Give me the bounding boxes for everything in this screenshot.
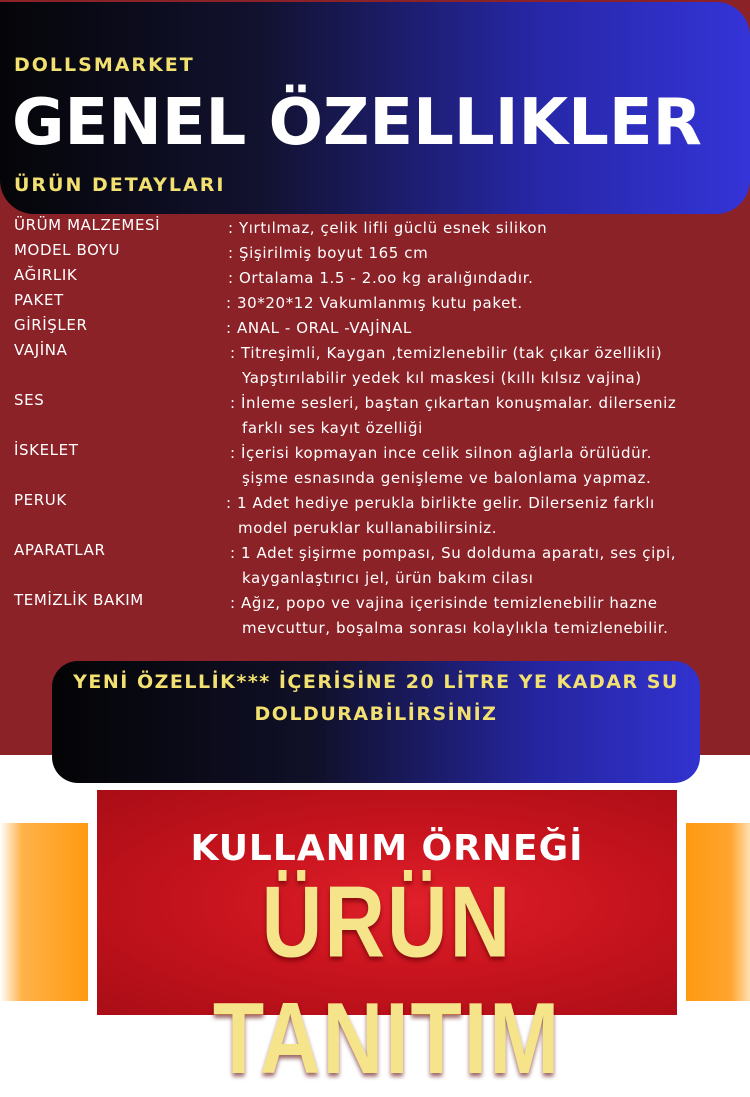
spec-value-line2: mevcuttur, boşalma sonrası kolaylıkla temizlenebilir. [242,619,669,637]
spec-value-line2: farklı ses kayıt özelliği [242,419,423,437]
spec-key: MODEL BOYU [14,241,121,259]
spec-value: : Şişirilmiş boyut 165 cm [228,244,429,262]
header-banner [0,2,750,214]
spec-value [230,391,676,441]
spec-key: ÜRÜM MALZEMESİ [14,216,161,234]
spec-value: : Yırtılmaz, çelik lifli güclü esnek silikon [228,219,548,237]
spec-value-line2: Yapştırılabilir yedek kıl maskesi (kıllı kılsız vajina) [242,369,642,387]
section-subtitle: ÜRÜN DETAYLARI [14,174,226,196]
spec-value-line1: : 1 Adet şişirme pompası, Su dolduma aparatı, ses çipi, [230,544,677,562]
spec-key: GİRİŞLER [14,316,88,334]
spec-key: SES [14,391,45,409]
spec-key: İSKELET [14,441,79,459]
spec-value-line1: : 1 Adet hediye perukla birlikte gelir. Dilerseniz farklı [226,494,655,512]
spec-key: AĞIRLIK [14,266,78,284]
spec-value: : ANAL - ORAL -VAJİNAL [226,319,412,337]
spec-key: TEMİZLİK BAKIM [14,591,144,609]
new-feature-callout [52,661,700,783]
spec-key: PERUK [14,491,67,509]
brand-name: DOLLSMARKET [14,54,195,76]
spec-key: VAJİNA [14,341,68,359]
page-title: GENEL ÖZELLIKLER [12,86,702,160]
spec-key: PAKET [14,291,64,309]
spec-value [230,591,669,641]
spec-value-line1: : İnleme sesleri, baştan çıkartan konuşmalar. dilerseniz [230,394,677,412]
feature-text-line1: YENİ ÖZELLİK*** İÇERİSİNE 20 LİTRE YE KADAR SU [73,671,679,693]
orange-accent-right [686,823,750,1001]
spec-value-line2: şişme esnasında genişleme ve balonlama yapmaz. [242,469,652,487]
spec-value [230,541,676,591]
banner-title: ÜRÜN TANITIM [212,865,562,1095]
product-intro-banner [97,790,677,1095]
spec-value [226,491,655,541]
spec-value [230,341,662,391]
spec-value: : 30*20*12 Vakumlanmış kutu paket. [226,294,523,312]
feature-text-line2: DOLDURABİLİRSİNİZ [254,703,498,725]
spec-value-line2: kayganlaştırıcı jel, ürün bakım cilası [242,569,534,587]
banner-subtitle: KULLANIM ÖRNEĞİ [190,828,584,869]
spec-value-line1: : Titreşimli, Kaygan ,temizlenebilir (tak çıkar özellikli) [230,344,663,362]
spec-value [230,441,652,491]
spec-value: : Ortalama 1.5 - 2.oo kg aralığındadır. [228,269,534,287]
spec-key: APARATLAR [14,541,106,559]
spec-value-line2: model peruklar kullanabilirsiniz. [238,519,498,537]
orange-accent-left [0,823,88,1001]
spec-value-line1: : Ağız, popo ve vajina içerisinde temizlenebilir hazne [230,594,658,612]
spec-value-line1: : İçerisi kopmayan ince celik silnon ağlarla örülüdür. [230,444,652,462]
